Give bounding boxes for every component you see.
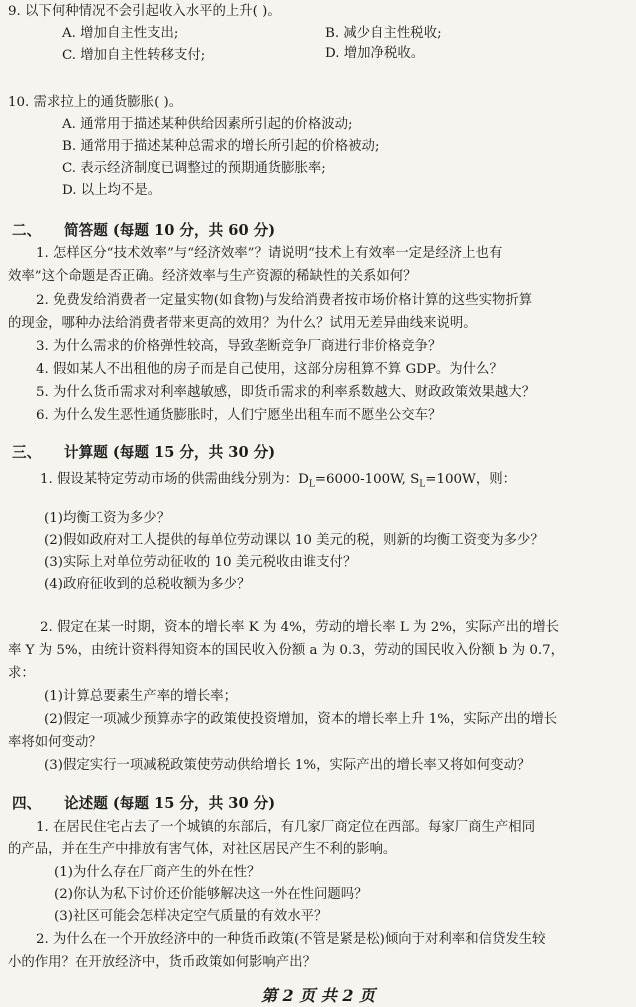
s2-q1-line2: 效率”这个命题是否正确。经济效率与生产资源的稀缺性的关系如何？ bbox=[8, 269, 417, 284]
s2-q3: 3. 为什么需求的价格弹性较高，导致垄断竞争厂商进行非价格竞争？ bbox=[36, 339, 442, 354]
q10-option-a: A. 通常用于描述某种供给因素所引起的价格波动; bbox=[62, 117, 353, 132]
section2-number: 二、 bbox=[12, 222, 42, 239]
s3-q2-line2: 率 Y 为 5%，由统计资料得知资本的国民收入份额 a 为 0.3，劳动的国民收入份额 b 为 0.7， bbox=[8, 643, 565, 658]
s3-q1-dl: D bbox=[298, 472, 309, 487]
s3-q1-sl-sub: L bbox=[419, 479, 426, 490]
q9-option-b: B. 减少自主性税收; bbox=[325, 26, 442, 41]
s4-q1-line2: 的产品，并在生产中排放有害气体，对社区居民产生不利的影响。 bbox=[8, 842, 397, 857]
section4-title: 论述题 (每题 15 分，共 30 分) bbox=[64, 795, 276, 812]
s4-q1-part3: (3)社区可能会怎样决定空气质量的有效水平？ bbox=[54, 909, 328, 924]
s4-q1-part1: (1)为什么存在厂商产生的外在性？ bbox=[54, 865, 261, 880]
s3-q2-part3: (3)假定实行一项减税政策使劳动供给增长 1%，实际产出的增长率又将如何变动？ bbox=[44, 758, 531, 773]
s3-q1-dl-sub: L bbox=[308, 479, 315, 490]
q10-stem: 10. 需求拉上的通货膨胀( )。 bbox=[8, 95, 183, 110]
q9-option-d: D. 增加净税收。 bbox=[325, 46, 425, 61]
section4-heading bbox=[12, 795, 275, 813]
q9-stem: 9. 以下何种情况不会引起收入水平的上升( )。 bbox=[8, 4, 281, 19]
s3-q1-prefix: 1. 假设某特定劳动市场的供需曲线分别为： bbox=[40, 472, 299, 487]
q10-option-b: B. 通常用于描述某种总需求的增长所引起的价格被动; bbox=[62, 139, 380, 154]
s4-q1-part2: (2)你认为私下讨价还价能够解决这一外在性问题吗？ bbox=[54, 887, 368, 902]
s2-q1-line1: 1. 怎样区分“技术效率”与“经济效率”？请说明“技术上有效率一定是经济上也有 bbox=[36, 246, 503, 261]
section4-number: 四、 bbox=[12, 795, 42, 812]
s2-q2-line2: 的现金，哪种办法给消费者带来更高的效用？为什么？试用无差异曲线来说明。 bbox=[8, 316, 477, 331]
section2-heading bbox=[12, 222, 275, 240]
section3-number: 三、 bbox=[12, 444, 42, 461]
s4-q2-line1: 2. 为什么在一个开放经济中的一种货币政策(不管是紧是松)倾向于对利率和信贷发生较 bbox=[36, 932, 546, 947]
s3-q2-line1: 2. 假定在某一时期，资本的增长率 K 为 4%，劳动的增长率 L 为 2%，实际产出的增长 bbox=[40, 620, 560, 635]
s3-q2-line3: 求： bbox=[8, 666, 35, 681]
q9-option-c: C. 增加自主性转移支付; bbox=[62, 48, 206, 63]
s4-q1-line1: 1. 在居民住宅占去了一个城镇的东部后，有几家厂商定位在西部。每家厂商生产相同 bbox=[36, 820, 536, 835]
s3-q2-part2-line2: 率将如何变动？ bbox=[8, 735, 102, 750]
section3-heading bbox=[12, 444, 275, 462]
s3-q1-part1: (1)均衡工资为多少？ bbox=[44, 511, 171, 526]
s3-q1-part3: (3)实际上对单位劳动征收的 10 美元税收由谁支付？ bbox=[44, 555, 357, 570]
s2-q4: 4. 假如某人不出租他的房子而是自己使用，这部分房租算不算 GDP。为什么？ bbox=[36, 362, 503, 377]
s3-q1-suffix: =100W，则： bbox=[425, 472, 516, 487]
s2-q5: 5. 为什么货币需求对利率越敏感，即货币需求的利率系数越大、财政政策效果越大？ bbox=[36, 385, 536, 400]
s3-q1-part4: (4)政府征收到的总税收额为多少？ bbox=[44, 577, 251, 592]
s3-q1-stem bbox=[40, 471, 516, 489]
s4-q2-line2: 小的作用？在开放经济中，货币政策如何影响产出？ bbox=[8, 955, 316, 970]
s3-q2-part2-line1: (2)假定一项减少预算赤字的政策使投资增加，资本的增长率上升 1%，实际产出的增长 bbox=[44, 712, 558, 727]
section3-title: 计算题 (每题 15 分，共 30 分) bbox=[64, 444, 276, 461]
s2-q2-line1: 2. 免费发给消费者一定量实物(如食物)与发给消费者按市场价格计算的这些实物折算 bbox=[36, 293, 533, 308]
q10-option-d: D. 以上均不是。 bbox=[62, 183, 162, 198]
section2-title: 简答题 (每题 10 分，共 60 分) bbox=[64, 222, 276, 239]
q10-option-c: C. 表示经济制度已调整过的预期通货膨胀率; bbox=[62, 161, 326, 176]
s3-q1-mid: =6000-100W, S bbox=[314, 472, 420, 487]
s3-q1-part2: (2)假如政府对工人提供的每单位劳动课以 10 美元的税，则新的均衡工资变为多少？ bbox=[44, 533, 544, 548]
page-footer: 第 2 页 共 2 页 bbox=[260, 986, 376, 1005]
q9-option-a: A. 增加自主性支出; bbox=[62, 26, 179, 41]
s2-q6: 6. 为什么发生恶性通货膨胀时，人们宁愿坐出租车而不愿坐公交车？ bbox=[36, 408, 442, 423]
s3-q2-part1: (1)计算总要素生产率的增长率； bbox=[44, 689, 238, 704]
